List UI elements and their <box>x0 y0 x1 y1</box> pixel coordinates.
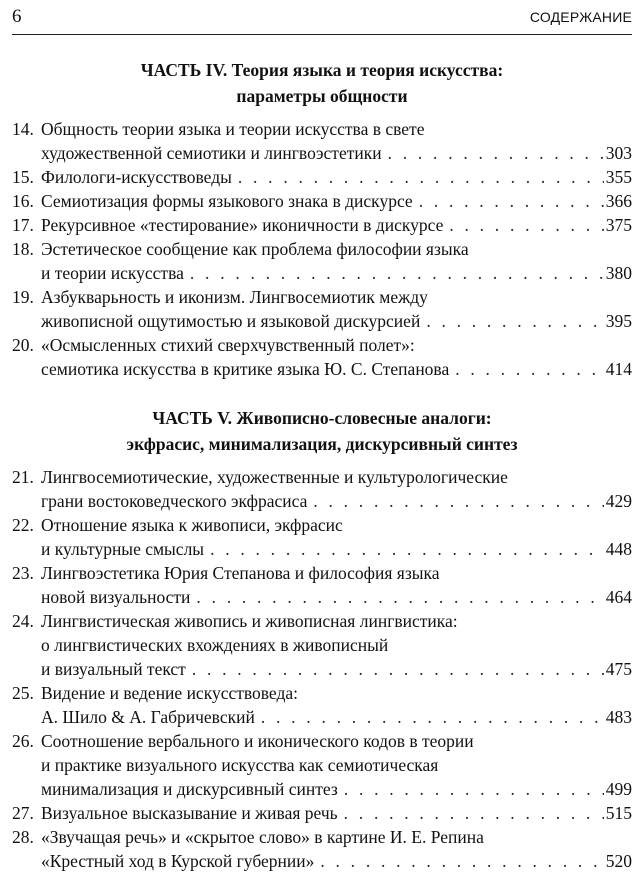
dot-leader <box>210 537 604 561</box>
toc-entry <box>12 165 632 189</box>
toc-part-5 <box>12 465 632 873</box>
toc-entry-title-line: Соотношение вербального и иконического кодов в теории <box>41 731 474 751</box>
toc-entry-title <box>41 285 632 333</box>
dot-leader <box>388 141 604 165</box>
toc-entry <box>12 561 632 609</box>
toc-entry-title <box>41 333 632 381</box>
toc-entry-last-line <box>41 213 632 237</box>
toc-entry <box>12 285 632 333</box>
toc-entry-title-line: Лингвистическая живопись и живописная лингвистика: <box>41 611 458 631</box>
toc-entry-number: 19. <box>12 287 34 307</box>
toc-entry-number: 14. <box>12 119 34 139</box>
toc-entry <box>12 465 632 513</box>
toc-entry-title <box>41 465 632 513</box>
toc-entry-page[interactable]: 380 <box>605 263 632 283</box>
toc-entry-number: 15. <box>12 167 34 187</box>
toc-entry-title-line: Визуальное высказывание и живая речь <box>41 803 338 823</box>
part-4-title <box>0 57 644 109</box>
toc-entry-title <box>41 681 632 729</box>
toc-entry-title-line: Семиотизация формы языкового знака в дискурсе <box>41 191 413 211</box>
dot-leader <box>196 585 603 609</box>
toc-entry-page[interactable]: 355 <box>605 167 632 187</box>
toc-entry-title-line: Общность теории языка и теории искусства в свете <box>41 119 425 139</box>
toc-entry-title-line: и практике визуального искусства как семиотическая <box>41 755 439 775</box>
toc-entry-title-line: семиотика искусства в критике языка Ю. С. Степанова <box>41 359 450 379</box>
toc-entry-number: 26. <box>12 731 34 751</box>
toc-entry-number: 22. <box>12 515 34 535</box>
toc-entry-last-line <box>41 849 632 873</box>
toc-entry <box>12 681 632 729</box>
toc-entry <box>12 825 632 873</box>
toc-entry-page[interactable]: 515 <box>605 803 632 823</box>
toc-entry-page[interactable]: 375 <box>605 215 632 235</box>
toc-entry-page[interactable]: 475 <box>605 659 632 679</box>
toc-entry-page[interactable]: 520 <box>605 851 632 871</box>
toc-entry-page[interactable]: 448 <box>605 539 632 559</box>
dot-leader <box>344 777 604 801</box>
dot-leader <box>192 657 604 681</box>
toc-entry-title <box>41 189 632 213</box>
dot-leader <box>190 261 604 285</box>
toc-entry-number: 28. <box>12 827 34 847</box>
running-head: СОДЕРЖАНИЕ <box>529 9 632 25</box>
toc-entry-title-line: минимализация и дискурсивный синтез <box>41 779 338 799</box>
toc-entry-last-line <box>41 357 632 381</box>
toc-entry-last-line <box>41 657 632 681</box>
toc-entry-number: 25. <box>12 683 34 703</box>
toc-entry-last-line <box>41 489 632 513</box>
part-title-line: ЧАСТЬ IV. Теория языка и теория искусства: <box>140 60 504 80</box>
toc-entry-title-line: Отношение языка к живописи, экфрасис <box>41 515 343 535</box>
toc-entry-page[interactable]: 395 <box>605 311 632 331</box>
toc-entry-title-line: грани востоковедческого экфрасиса <box>41 491 308 511</box>
toc-entry-page[interactable]: 366 <box>605 191 632 211</box>
toc-entry-number: 27. <box>12 803 34 823</box>
part-title-line: параметры общности <box>236 86 408 106</box>
toc-entry <box>12 513 632 561</box>
toc-entry-title-line: и культурные смыслы <box>41 539 205 559</box>
toc-entry-title <box>41 561 632 609</box>
dot-leader <box>449 213 603 237</box>
toc-entry <box>12 213 632 237</box>
toc-entry <box>12 609 632 681</box>
page-header <box>12 0 632 35</box>
part-5-title <box>0 405 644 457</box>
toc-entry-title <box>41 801 632 825</box>
dot-leader <box>238 165 604 189</box>
dot-leader <box>426 309 603 333</box>
toc-entry-title <box>41 117 632 165</box>
toc-entry-last-line <box>41 165 632 189</box>
toc-entry-title-line: Эстетическое сообщение как проблема философии языка <box>41 239 469 259</box>
toc-entry-last-line <box>41 537 632 561</box>
dot-leader <box>455 357 604 381</box>
toc-entry-last-line <box>41 585 632 609</box>
toc-entry-title-line: Лингвосемиотические, художественные и культурологические <box>41 467 508 487</box>
dot-leader <box>419 189 604 213</box>
toc-entry-title-line: «Крестный ход в Курской губернии» <box>41 851 315 871</box>
toc-entry-title-line: Филологи-искусствоведы <box>41 167 232 187</box>
toc-entry-number: 24. <box>12 611 34 631</box>
dot-leader <box>320 849 603 873</box>
toc-entry-last-line <box>41 261 632 285</box>
toc-entry-title <box>41 609 632 681</box>
toc-entry-number: 21. <box>12 467 34 487</box>
toc-entry-title <box>41 513 632 561</box>
dot-leader <box>313 489 603 513</box>
toc-entry <box>12 189 632 213</box>
toc-entry-title <box>41 237 632 285</box>
toc-entry-title-line: и визуальный текст <box>41 659 186 679</box>
toc-entry-page[interactable]: 429 <box>605 491 632 511</box>
toc-entry-last-line <box>41 777 632 801</box>
part-title-line: экфрасис, минимализация, дискурсивный синтез <box>126 434 518 454</box>
toc-entry-page[interactable]: 499 <box>605 779 632 799</box>
toc-entry <box>12 729 632 801</box>
toc-entry-number: 16. <box>12 191 34 211</box>
toc-entry-title-line: и теории искусства <box>41 263 184 283</box>
dot-leader <box>261 705 604 729</box>
part-title-line: ЧАСТЬ V. Живописно-словесные аналоги: <box>152 408 492 428</box>
toc-entry-page[interactable]: 303 <box>605 143 632 163</box>
toc-entry-page[interactable]: 464 <box>605 587 632 607</box>
toc-entry-last-line <box>41 801 632 825</box>
toc-entry-number: 23. <box>12 563 34 583</box>
toc-entry-page[interactable]: 483 <box>605 707 632 727</box>
toc-entry-title-line: живописной ощутимостью и языковой дискурсией <box>41 311 421 331</box>
toc-part-4 <box>12 117 632 381</box>
dot-leader <box>344 801 604 825</box>
toc-entry-number: 17. <box>12 215 34 235</box>
toc-entry-title-line: Азбукварьность и иконизм. Лингвосемиотик между <box>41 287 428 307</box>
toc-entry <box>12 117 632 165</box>
toc-entry-title-line: Видение и ведение искусствоведа: <box>41 683 299 703</box>
toc-entry <box>12 333 632 381</box>
toc-entry-last-line <box>41 141 632 165</box>
toc-entry-title-line: художественной семиотики и лингвоэстетики <box>41 143 382 163</box>
page-number: 6 <box>12 6 22 27</box>
toc-entry-title-line: новой визуальности <box>41 587 191 607</box>
toc-entry-title-line: «Звучащая речь» и «скрытое слово» в картине И. Е. Репина <box>41 827 484 847</box>
toc-entry <box>12 801 632 825</box>
toc-entry-title <box>41 825 632 873</box>
toc-entry-title-line: Рекурсивное «тестирование» иконичности в дискурсе <box>41 215 444 235</box>
toc-entry-title <box>41 213 632 237</box>
toc-entry <box>12 237 632 285</box>
toc-entry-last-line <box>41 309 632 333</box>
toc-entry-title-line: о лингвистических вхождениях в живописный <box>41 635 389 655</box>
toc-entry-title-line: «Осмысленных стихий сверхчувственный полет»: <box>41 335 415 355</box>
toc-entry-title-line: А. Шило & А. Габричевский <box>41 707 255 727</box>
toc-entry-title <box>41 165 632 189</box>
toc-entry-title-line: Лингвоэстетика Юрия Степанова и философия языка <box>41 563 440 583</box>
toc-entry-page[interactable]: 414 <box>605 359 632 379</box>
toc-entry-number: 18. <box>12 239 34 259</box>
toc-entry-last-line <box>41 705 632 729</box>
toc-entry-number: 20. <box>12 335 34 355</box>
toc-entry-title <box>41 729 632 801</box>
toc-entry-last-line <box>41 189 632 213</box>
